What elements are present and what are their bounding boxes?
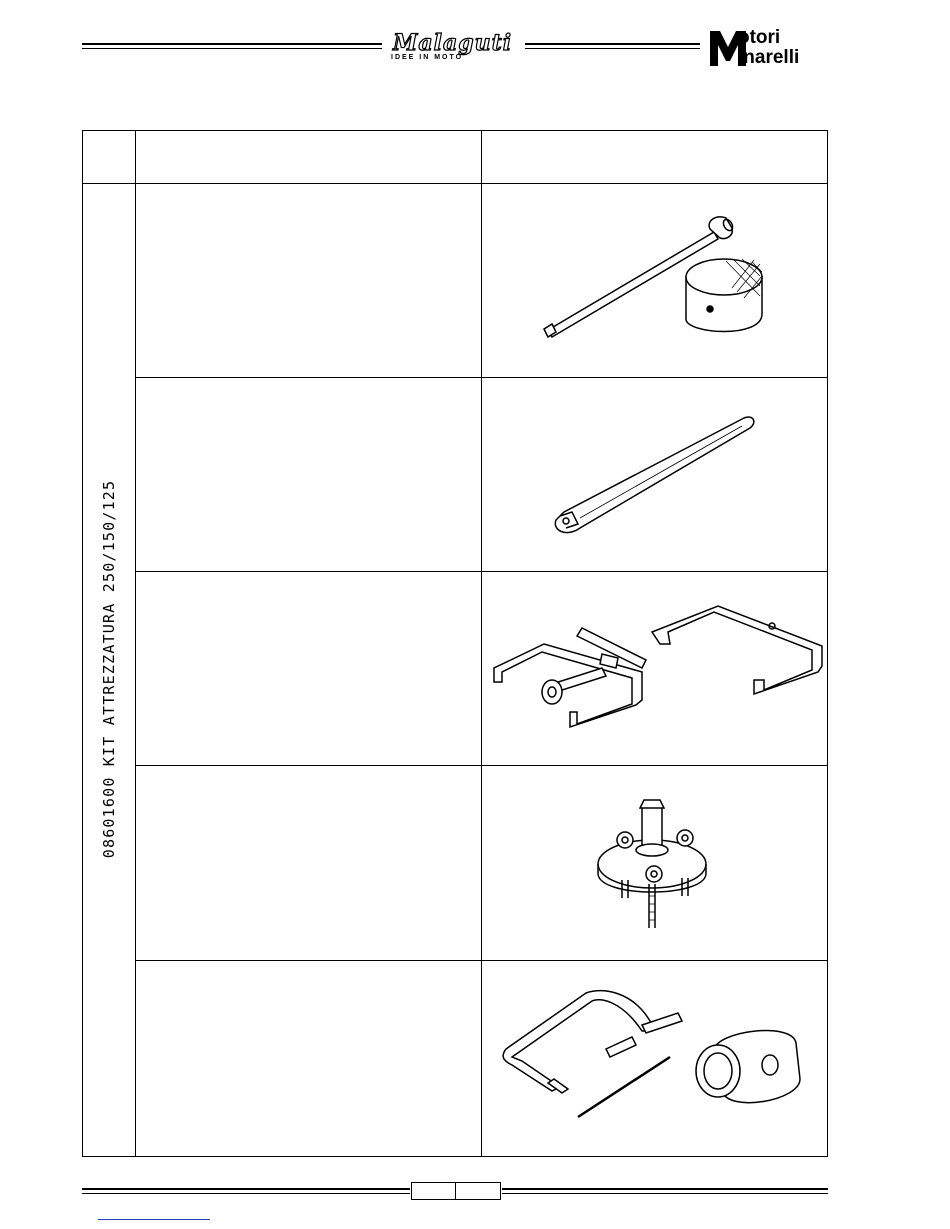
logo-word-otori: otori <box>738 27 781 48</box>
header-rule-middle <box>525 43 700 49</box>
header-rule-left <box>82 43 382 49</box>
tool-illustration-1 <box>482 184 827 376</box>
tool-illustration-5 <box>482 961 827 1155</box>
motori-minarelli-logo <box>708 28 833 70</box>
tool-illustration-4 <box>482 766 827 958</box>
page-number-box <box>411 1182 501 1200</box>
logo-word-inarelli: inarelli <box>738 47 800 68</box>
footer-rule-left <box>82 1188 410 1194</box>
kit-label-vertical: 08601600 KIT ATTREZZATURA 250/150/125 <box>100 479 118 859</box>
hyperlink-underline[interactable] <box>98 1219 210 1220</box>
footer-rule-right <box>502 1188 828 1194</box>
page-box-divider <box>455 1183 456 1199</box>
column-divider-1 <box>135 131 136 1156</box>
malaguti-logo: Malaguti IDEE IN MOTO <box>391 30 513 61</box>
tool-illustration-3 <box>482 572 827 764</box>
tool-illustration-2 <box>482 378 827 570</box>
